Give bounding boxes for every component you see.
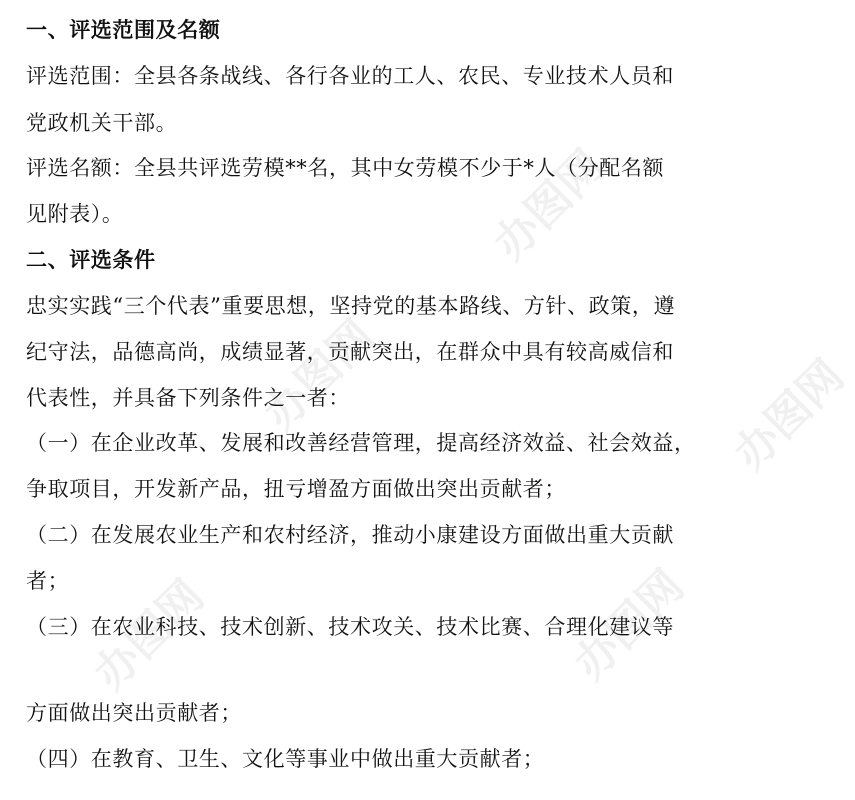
paragraph-line: 者； xyxy=(26,569,70,593)
paragraph-line: 党政机关干部。 xyxy=(26,111,178,135)
paragraph-line: 争取项目，开发新产品，扭亏增盈方面做出突出贡献者； xyxy=(26,477,566,501)
paragraph-line: （二）在发展农业生产和农村经济，推动小康建设方面做出重大贡献 xyxy=(26,523,674,547)
section-heading: 二、评选条件 xyxy=(26,248,156,272)
paragraph-line: 纪守法，品德高尚，成绩显著，贡献突出，在群众中具有较高威信和 xyxy=(26,340,674,364)
paragraph-line: 方面做出突出贡献者； xyxy=(26,701,242,725)
paragraph-line: （一）在企业改革、发展和改善经营管理，提高经济效益、社会效益， xyxy=(26,431,696,455)
section-heading: 一、评选范围及名额 xyxy=(26,18,221,42)
watermark: 办图网 xyxy=(724,350,854,480)
paragraph-line: （三）在农业科技、技术创新、技术攻关、技术比赛、合理化建议等 xyxy=(26,615,674,639)
paragraph-line: 评选范围：全县各条战线、各行各业的工人、农民、专业技术人员和 xyxy=(26,64,674,88)
paragraph-line: 评选名额：全县共评选劳模**名，其中女劳模不少于*人（分配名额 xyxy=(26,156,665,180)
watermark: 办图网 xyxy=(84,570,214,700)
paragraph-line: 见附表）。 xyxy=(26,202,124,226)
watermark: 办图网 xyxy=(484,140,614,270)
watermark: 办图网 xyxy=(254,310,384,440)
watermark: 办图网 xyxy=(564,560,694,690)
paragraph-line: 忠实实践“三个代表”重要思想，坚持党的基本路线、方针、政策，遵 xyxy=(26,294,676,318)
paragraph-line: （四）在教育、卫生、文化等事业中做出重大贡献者； xyxy=(26,747,545,771)
paragraph-line: 代表性，并具备下列条件之一者： xyxy=(26,386,350,410)
